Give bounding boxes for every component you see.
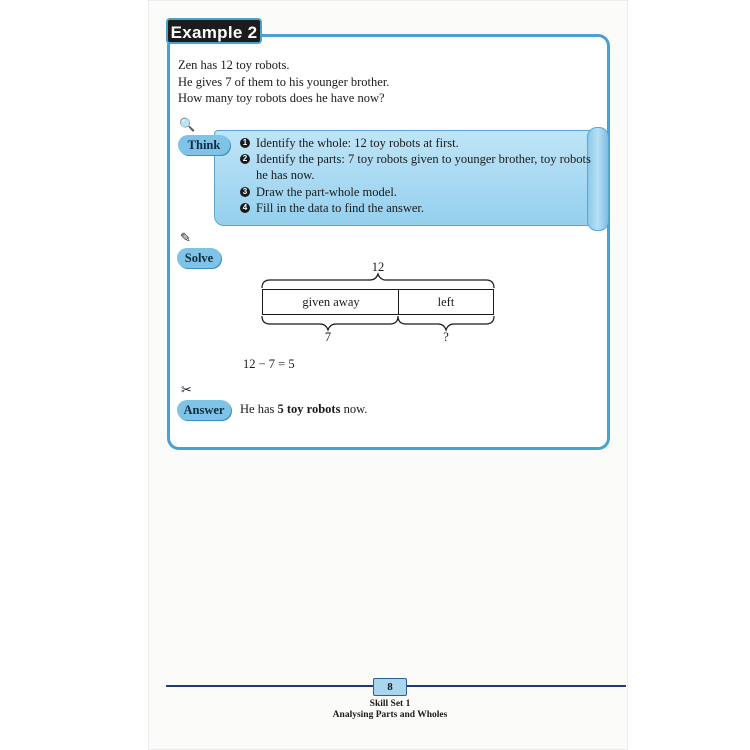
part-whole-model (258, 258, 498, 350)
answer-prefix: He has (240, 402, 278, 416)
magnifier-icon: 🔍 (179, 117, 196, 132)
whole-value: 12 (371, 260, 385, 274)
part2-brace (398, 316, 494, 330)
step-number: 3 (240, 187, 250, 197)
page-number: 8 (387, 681, 393, 693)
footer-caption (320, 699, 460, 721)
step-text: Draw the part-whole model. (256, 184, 397, 199)
question-text (178, 57, 389, 107)
think-steps (240, 135, 595, 216)
answer-bold: 5 toy robots (277, 402, 341, 416)
think-step (240, 151, 595, 183)
step-number: 1 (240, 138, 250, 148)
question-line: He gives 7 of them to his younger brother. (178, 74, 390, 89)
solve-badge: Solve (177, 248, 221, 268)
model-bar (262, 289, 494, 315)
answer-badge: Answer (177, 400, 231, 420)
step-text: Identify the parts: 7 toy robots given to younger brother, toy robots he has now. (256, 152, 591, 183)
step-number: 2 (240, 154, 250, 164)
pencil-icon: ✎ (180, 230, 191, 245)
answer-suffix: now. (340, 402, 368, 416)
step-number: 4 (240, 203, 250, 213)
think-step (240, 200, 595, 216)
part1-brace (262, 316, 398, 330)
footer-topic: Analysing Parts and Wholes (332, 710, 448, 720)
equation: 12 − 7 = 5 (243, 357, 295, 371)
think-step (240, 135, 595, 151)
footer-skill-set: Skill Set 1 (369, 699, 411, 709)
think-badge: Think (178, 135, 230, 155)
answer-text (240, 402, 367, 417)
scissors-icon: ✂ (181, 382, 192, 397)
step-text: Fill in the data to find the answer. (256, 200, 425, 215)
whole-brace (262, 274, 494, 288)
step-text: Identify the whole: 12 toy robots at first. (256, 136, 459, 150)
part1-value: 7 (324, 330, 332, 344)
question-line: Zen has 12 toy robots. (178, 58, 290, 72)
think-step (240, 184, 595, 200)
example-title: Example 2 (166, 18, 262, 44)
page-number-badge (373, 678, 407, 696)
part1-label: given away (302, 295, 360, 309)
part2-value: ? (443, 330, 449, 344)
part2-label: left (437, 295, 455, 309)
question-line: How many toy robots does he have now? (178, 91, 385, 105)
